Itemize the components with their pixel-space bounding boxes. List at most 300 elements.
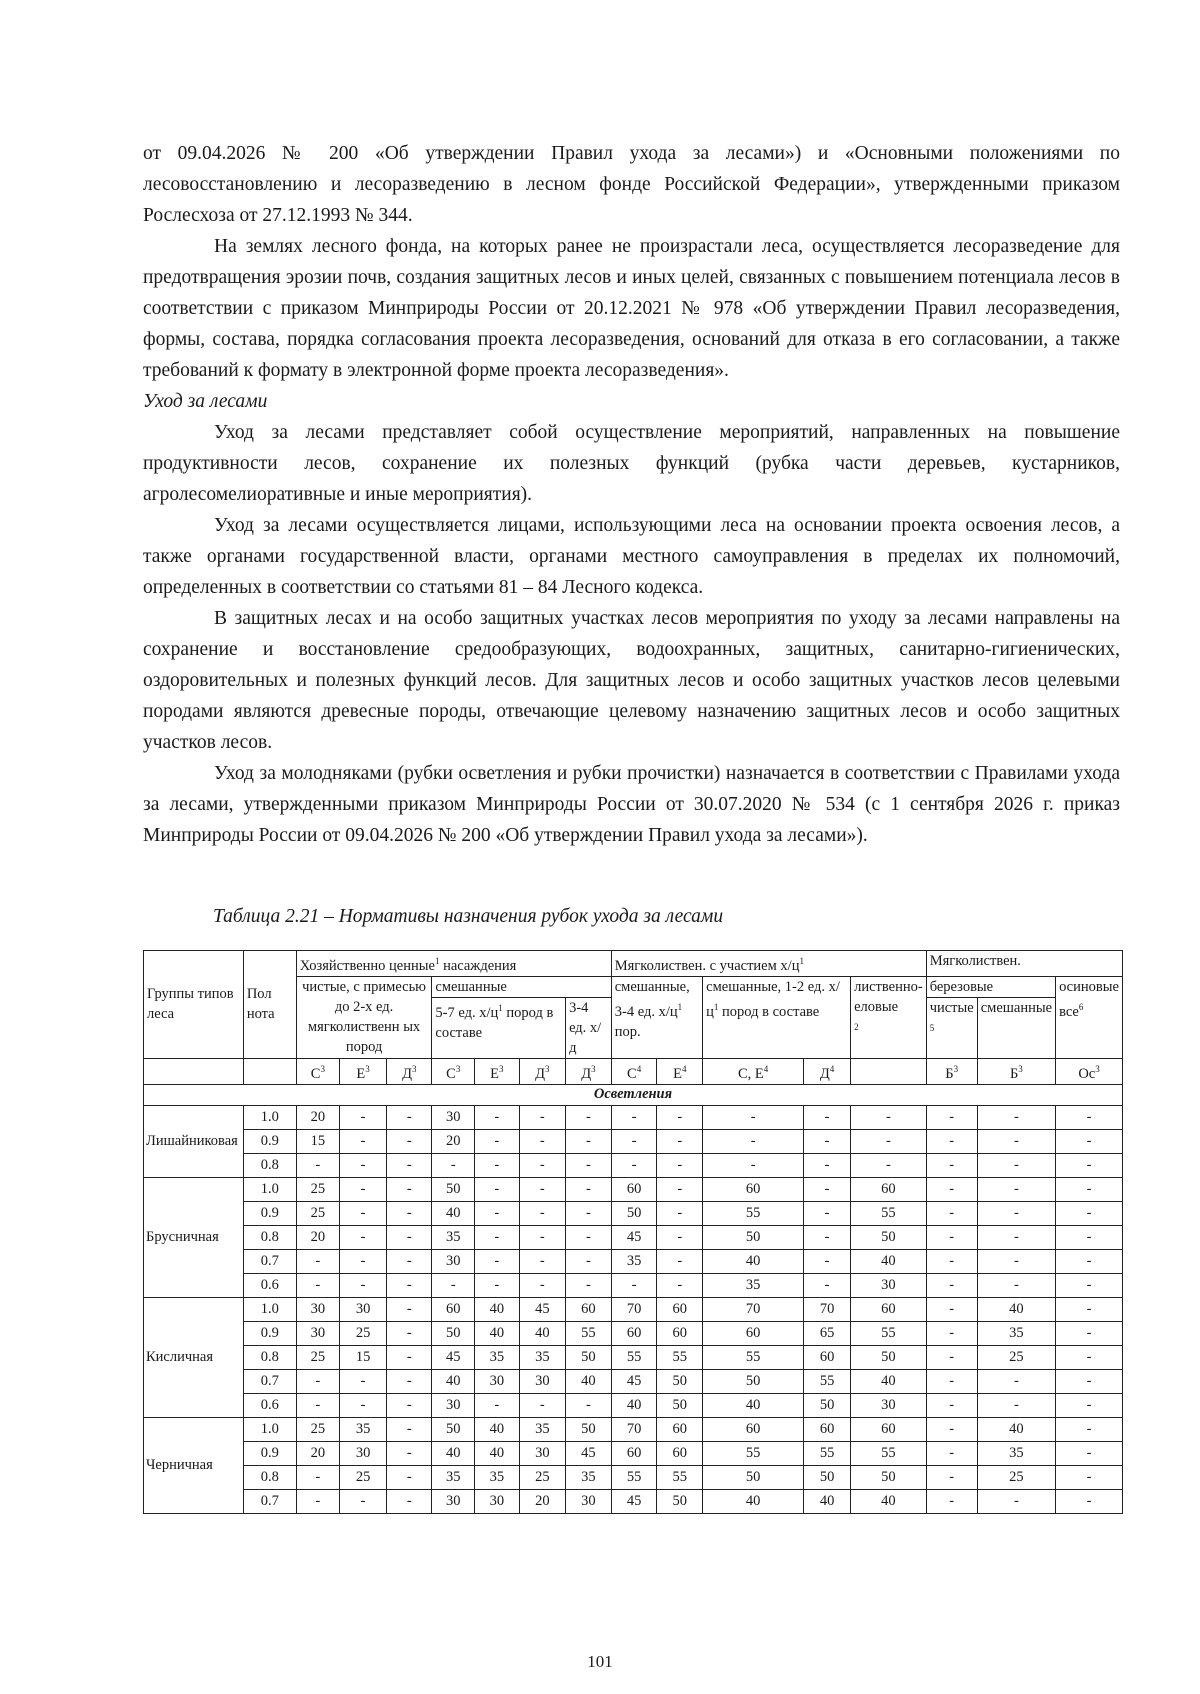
value-cell: - <box>566 1225 612 1249</box>
value-cell: - <box>566 1393 612 1417</box>
value-cell: 50 <box>804 1465 851 1489</box>
value-cell: 60 <box>657 1417 703 1441</box>
density-cell: 0.9 <box>243 1441 296 1465</box>
value-cell: 60 <box>804 1345 851 1369</box>
value-cell: - <box>387 1273 432 1297</box>
value-cell: 55 <box>657 1465 703 1489</box>
value-cell: - <box>926 1345 977 1369</box>
value-cell: - <box>387 1393 432 1417</box>
value-cell: - <box>804 1153 851 1177</box>
value-cell: 40 <box>804 1489 851 1513</box>
value-cell: 25 <box>340 1465 387 1489</box>
value-cell: - <box>977 1393 1055 1417</box>
value-cell: 40 <box>851 1369 927 1393</box>
species-code: $С^4$ <box>611 1058 657 1084</box>
table-row <box>144 1129 1123 1153</box>
value-cell: 50 <box>566 1345 612 1369</box>
table-row <box>144 1177 1123 1201</box>
value-cell: - <box>340 1393 387 1417</box>
value-cell: - <box>340 1369 387 1393</box>
paragraph-1: от 09.04.2026 № 200 «Об утверждении Правил ухода за лесами») и «Основными положениями по лесовосстановлению и лесоразведению в лесном фонде Российской Федерации», утвержденными приказом Рослесхоза от 27.12.1993 № 344. <box>143 143 1120 226</box>
value-cell: 35 <box>566 1465 612 1489</box>
value-cell: 35 <box>340 1417 387 1441</box>
value-cell: - <box>387 1297 432 1321</box>
value-cell: - <box>387 1321 432 1345</box>
value-cell: - <box>611 1153 657 1177</box>
value-cell: - <box>926 1225 977 1249</box>
value-cell: 70 <box>703 1297 804 1321</box>
density-cell: 0.6 <box>243 1273 296 1297</box>
value-cell: - <box>926 1393 977 1417</box>
value-cell: 30 <box>475 1489 520 1513</box>
soft-with-header: Мягколиствен. с участием $х/ц^1$ <box>611 951 926 977</box>
value-cell: 30 <box>519 1441 565 1465</box>
value-cell: - <box>703 1153 804 1177</box>
value-cell: 35 <box>475 1345 520 1369</box>
value-cell: - <box>340 1201 387 1225</box>
value-cell: - <box>475 1129 520 1153</box>
value-cell: - <box>977 1369 1055 1393</box>
value-cell: - <box>926 1201 977 1225</box>
value-cell: - <box>519 1177 565 1201</box>
value-cell: 55 <box>851 1321 927 1345</box>
value-cell: - <box>340 1489 387 1513</box>
value-cell: 40 <box>432 1201 475 1225</box>
value-cell: 60 <box>611 1177 657 1201</box>
value-cell: - <box>977 1249 1055 1273</box>
value-cell: - <box>703 1129 804 1153</box>
value-cell: - <box>432 1273 475 1297</box>
value-cell: 60 <box>657 1441 703 1465</box>
value-cell: - <box>387 1441 432 1465</box>
value-cell: 50 <box>851 1465 927 1489</box>
value-cell: - <box>926 1417 977 1441</box>
species-code: $Д^3$ <box>387 1058 432 1084</box>
value-cell: - <box>566 1153 612 1177</box>
mixed-57-header: 5-7 ед. $х/ц^1$ пород в составе <box>432 997 566 1058</box>
value-cell: 20 <box>296 1225 339 1249</box>
value-cell: 40 <box>475 1441 520 1465</box>
value-cell: - <box>977 1153 1055 1177</box>
value-cell: 60 <box>611 1321 657 1345</box>
value-cell: - <box>475 1105 520 1129</box>
pure-header: чистые, с примесью до 2-х ед. мягколиственн ых пород <box>296 976 432 1058</box>
value-cell: 60 <box>657 1321 703 1345</box>
density-cell: 0.7 <box>243 1489 296 1513</box>
value-cell: 15 <box>296 1129 339 1153</box>
value-cell: 50 <box>657 1489 703 1513</box>
value-cell: 30 <box>296 1321 339 1345</box>
value-cell: - <box>519 1105 565 1129</box>
value-cell: 30 <box>851 1273 927 1297</box>
paragraph-2: На землях лесного фонда, на которых ранее не произрастали леса, осуществляется лесоразведение для предотвращения эрозии почв, создания защитных лесов и иных целей, связанных с повышением потенциала лесов в соответствии с приказом Минприроды России от 20.12.2021 № 978 «Об утверждении Правил лесоразведения, формы, состава, порядка согласования проекта лесоразведения, оснований для отказа в его согласовании, а также требований к формату в электронной форме проекта лесоразведения». <box>143 236 1120 381</box>
value-cell: - <box>296 1369 339 1393</box>
paragraph-6: Уход за молодняками (рубки осветления и рубки прочистки) назначается в соответствии с Правилами ухода за лесами, утвержденными приказом Минприроды России от 30.07.2020 № 534 (с 1 сентября 2026 г. приказ Минприроды России от 09.04.2026 № 200 «Об утверждении Правил ухода за лесами»). <box>143 763 1120 846</box>
value-cell: - <box>1056 1465 1123 1489</box>
species-code: $Е^4$ <box>657 1058 703 1084</box>
value-cell: 40 <box>475 1297 520 1321</box>
value-cell: 60 <box>703 1321 804 1345</box>
value-cell: - <box>657 1225 703 1249</box>
value-cell: 25 <box>296 1345 339 1369</box>
density-cell: 0.8 <box>243 1465 296 1489</box>
value-cell: 50 <box>657 1393 703 1417</box>
species-code: $С^3$ <box>296 1058 339 1084</box>
density-header: Пол нота <box>243 951 296 1059</box>
value-cell: 30 <box>432 1393 475 1417</box>
value-cell: 50 <box>851 1225 927 1249</box>
value-cell: - <box>1056 1153 1123 1177</box>
value-cell: - <box>926 1489 977 1513</box>
value-cell: - <box>977 1273 1055 1297</box>
value-cell: 70 <box>804 1297 851 1321</box>
value-cell: 35 <box>611 1249 657 1273</box>
value-cell: 40 <box>432 1441 475 1465</box>
birch-header: березовые <box>926 976 1055 997</box>
value-cell: 30 <box>432 1249 475 1273</box>
value-cell: - <box>657 1153 703 1177</box>
table-row <box>144 1105 1123 1129</box>
value-cell: - <box>657 1105 703 1129</box>
value-cell: 45 <box>611 1369 657 1393</box>
density-cell: 0.9 <box>243 1321 296 1345</box>
value-cell: - <box>519 1201 565 1225</box>
species-code: С, $Е^4$ <box>703 1058 804 1084</box>
value-cell: - <box>387 1105 432 1129</box>
value-cell: 30 <box>851 1393 927 1417</box>
value-cell: 20 <box>432 1129 475 1153</box>
mixed-header: смешанные <box>432 976 611 997</box>
value-cell: 70 <box>611 1297 657 1321</box>
value-cell: - <box>977 1105 1055 1129</box>
value-cell: 60 <box>703 1417 804 1441</box>
value-cell: - <box>387 1417 432 1441</box>
value-cell: 30 <box>340 1297 387 1321</box>
value-cell: 40 <box>432 1369 475 1393</box>
value-cell: - <box>1056 1417 1123 1441</box>
value-cell: - <box>475 1249 520 1273</box>
value-cell: - <box>340 1225 387 1249</box>
value-cell: - <box>804 1249 851 1273</box>
value-cell: - <box>475 1201 520 1225</box>
value-cell: - <box>926 1249 977 1273</box>
value-cell: 40 <box>703 1489 804 1513</box>
density-cell: 1.0 <box>243 1417 296 1441</box>
value-cell: 40 <box>475 1321 520 1345</box>
mixed-34-header: 3-4 ед. х/д <box>566 997 612 1058</box>
value-cell: - <box>475 1393 520 1417</box>
value-cell: - <box>475 1225 520 1249</box>
value-cell: 30 <box>340 1441 387 1465</box>
value-cell: - <box>519 1225 565 1249</box>
value-cell: - <box>926 1321 977 1345</box>
value-cell: - <box>340 1249 387 1273</box>
value-cell: - <box>296 1393 339 1417</box>
value-cell: - <box>804 1225 851 1249</box>
value-cell: 30 <box>475 1369 520 1393</box>
paragraph-5: В защитных лесах и на особо защитных участках лесов мероприятия по уходу за лесами направлены на сохранение и восстановление средообразующих, водоохранных, защитных, санитарно-гигиенических, оздоровительных и полезных функций лесов. Для защитных лесов и особо защитных участков лесов целевыми породами являются древесные породы, отвечающие целевому назначению защитных лесов и особо защитных участков лесов. <box>143 608 1120 753</box>
density-cell: 1.0 <box>243 1105 296 1129</box>
value-cell: 60 <box>432 1297 475 1321</box>
value-cell: 25 <box>519 1465 565 1489</box>
value-cell: 50 <box>851 1345 927 1369</box>
value-cell: - <box>1056 1201 1123 1225</box>
density-cell: 0.7 <box>243 1249 296 1273</box>
value-cell: 25 <box>296 1417 339 1441</box>
deciduous-header: лиственно- еловые $^2$ <box>851 976 927 1058</box>
body-text <box>143 138 1120 851</box>
value-cell: 60 <box>703 1177 804 1201</box>
density-cell: 1.0 <box>243 1297 296 1321</box>
value-cell: - <box>851 1105 927 1129</box>
value-cell: - <box>611 1105 657 1129</box>
species-code: $Б^3$ <box>926 1058 977 1084</box>
value-cell: 35 <box>703 1273 804 1297</box>
density-cell: 0.8 <box>243 1345 296 1369</box>
page-number: 101 <box>587 1652 613 1671</box>
value-cell: 25 <box>977 1465 1055 1489</box>
value-cell: 20 <box>296 1441 339 1465</box>
value-cell: - <box>1056 1345 1123 1369</box>
density-cell: 0.8 <box>243 1153 296 1177</box>
value-cell: 55 <box>657 1345 703 1369</box>
value-cell: 55 <box>851 1441 927 1465</box>
species-codes-row <box>144 1058 1123 1084</box>
table-row <box>144 1393 1123 1417</box>
value-cell: - <box>296 1273 339 1297</box>
value-cell: - <box>387 1465 432 1489</box>
value-cell: 45 <box>611 1489 657 1513</box>
value-cell: 40 <box>851 1489 927 1513</box>
forest-type-group: Черничная <box>144 1417 244 1513</box>
value-cell: 55 <box>804 1369 851 1393</box>
value-cell: - <box>340 1177 387 1201</box>
valuable-header: Хозяйственно ценные$^1$ насаждения <box>296 951 611 977</box>
groups-header: Группы типов леса <box>144 951 244 1059</box>
value-cell: 40 <box>475 1417 520 1441</box>
value-cell: - <box>1056 1441 1123 1465</box>
table-row <box>144 1153 1123 1177</box>
value-cell: - <box>566 1105 612 1129</box>
value-cell: - <box>1056 1393 1123 1417</box>
table-caption: Таблица 2.21 – Нормативы назначения рубок ухода за лесами <box>213 906 724 927</box>
value-cell: 50 <box>703 1225 804 1249</box>
value-cell: 20 <box>519 1489 565 1513</box>
table-row <box>144 1465 1123 1489</box>
value-cell: - <box>804 1177 851 1201</box>
value-cell: - <box>926 1465 977 1489</box>
value-cell: 55 <box>703 1201 804 1225</box>
species-code: $С^3$ <box>432 1058 475 1084</box>
value-cell: - <box>387 1369 432 1393</box>
value-cell: - <box>657 1201 703 1225</box>
value-cell: 35 <box>977 1441 1055 1465</box>
density-cell: 0.9 <box>243 1129 296 1153</box>
value-cell: - <box>566 1249 612 1273</box>
table-row <box>144 1273 1123 1297</box>
value-cell: 55 <box>611 1465 657 1489</box>
species-code: $Е^3$ <box>340 1058 387 1084</box>
value-cell: - <box>432 1153 475 1177</box>
value-cell: - <box>340 1273 387 1297</box>
value-cell: - <box>1056 1297 1123 1321</box>
value-cell: - <box>611 1129 657 1153</box>
value-cell: 20 <box>296 1105 339 1129</box>
value-cell: 40 <box>611 1393 657 1417</box>
value-cell: - <box>387 1129 432 1153</box>
value-cell: - <box>340 1129 387 1153</box>
table-row <box>144 1417 1123 1441</box>
species-code: $Д^3$ <box>519 1058 565 1084</box>
table-row <box>144 1297 1123 1321</box>
value-cell: 15 <box>340 1345 387 1369</box>
value-cell: - <box>387 1249 432 1273</box>
value-cell: - <box>926 1105 977 1129</box>
table-row <box>144 1225 1123 1249</box>
value-cell: - <box>519 1393 565 1417</box>
value-cell: - <box>926 1273 977 1297</box>
value-cell: - <box>296 1465 339 1489</box>
value-cell: - <box>519 1129 565 1153</box>
value-cell: - <box>657 1249 703 1273</box>
value-cell: 35 <box>519 1345 565 1369</box>
value-cell: 60 <box>851 1297 927 1321</box>
value-cell: - <box>387 1153 432 1177</box>
value-cell: 55 <box>851 1201 927 1225</box>
density-cell: 0.9 <box>243 1201 296 1225</box>
value-cell: 55 <box>703 1345 804 1369</box>
value-cell: - <box>1056 1249 1123 1273</box>
value-cell: - <box>1056 1225 1123 1249</box>
value-cell: 60 <box>804 1417 851 1441</box>
birch-mixed-header: смешанные <box>977 997 1055 1058</box>
species-code: $Б^3$ <box>977 1058 1055 1084</box>
value-cell: 70 <box>611 1417 657 1441</box>
value-cell: - <box>1056 1177 1123 1201</box>
value-cell: 35 <box>977 1321 1055 1345</box>
value-cell: - <box>926 1441 977 1465</box>
value-cell: 50 <box>432 1321 475 1345</box>
value-cell: - <box>296 1249 339 1273</box>
value-cell: - <box>1056 1273 1123 1297</box>
value-cell: - <box>926 1297 977 1321</box>
value-cell: - <box>566 1273 612 1297</box>
value-cell: 55 <box>804 1441 851 1465</box>
value-cell: 25 <box>977 1345 1055 1369</box>
table-row <box>144 1201 1123 1225</box>
norms-table <box>143 950 1123 1514</box>
value-cell: - <box>926 1369 977 1393</box>
value-cell: - <box>566 1129 612 1153</box>
value-cell: - <box>1056 1105 1123 1129</box>
value-cell: - <box>977 1177 1055 1201</box>
value-cell: - <box>977 1129 1055 1153</box>
value-cell: - <box>804 1129 851 1153</box>
value-cell: - <box>977 1201 1055 1225</box>
soft-header: Мягколиствен. <box>926 951 1122 977</box>
species-code: $Д^3$ <box>566 1058 612 1084</box>
value-cell: 35 <box>519 1417 565 1441</box>
value-cell: - <box>1056 1369 1123 1393</box>
value-cell: - <box>340 1105 387 1129</box>
value-cell: - <box>804 1201 851 1225</box>
value-cell: 65 <box>804 1321 851 1345</box>
value-cell: 40 <box>703 1393 804 1417</box>
forest-type-group: Брусничная <box>144 1177 244 1297</box>
value-cell: - <box>387 1225 432 1249</box>
section-title-row: Осветления <box>144 1084 1123 1105</box>
soft-mixed-12-header: смешанные, 1-2 ед. $х/ц^1$ пород в составе <box>703 976 851 1058</box>
table-row <box>144 1489 1123 1513</box>
value-cell: 25 <box>340 1321 387 1345</box>
paragraph-3: Уход за лесами представляет собой осуществление мероприятий, направленных на повышение продуктивности лесов, сохранение их полезных функций (рубка части деревьев, кустарников, агролесомелиоративные и иные мероприятия). <box>143 422 1120 505</box>
value-cell: - <box>804 1105 851 1129</box>
value-cell: 25 <box>296 1201 339 1225</box>
value-cell: 30 <box>566 1489 612 1513</box>
value-cell: 40 <box>519 1321 565 1345</box>
value-cell: - <box>611 1273 657 1297</box>
value-cell: - <box>1056 1321 1123 1345</box>
value-cell: - <box>926 1129 977 1153</box>
value-cell: 30 <box>519 1369 565 1393</box>
value-cell: - <box>657 1129 703 1153</box>
value-cell: 35 <box>475 1465 520 1489</box>
value-cell: - <box>926 1177 977 1201</box>
value-cell: 40 <box>977 1417 1055 1441</box>
value-cell: - <box>851 1129 927 1153</box>
value-cell: - <box>387 1345 432 1369</box>
value-cell: 55 <box>611 1345 657 1369</box>
value-cell: 40 <box>977 1297 1055 1321</box>
value-cell: 60 <box>566 1297 612 1321</box>
value-cell: 45 <box>611 1225 657 1249</box>
value-cell: - <box>475 1273 520 1297</box>
section-heading: Уход за лесами <box>143 391 268 412</box>
value-cell: 50 <box>566 1417 612 1441</box>
value-cell: - <box>296 1153 339 1177</box>
density-cell: 1.0 <box>243 1177 296 1201</box>
value-cell: - <box>804 1273 851 1297</box>
value-cell: 55 <box>566 1321 612 1345</box>
value-cell: - <box>475 1153 520 1177</box>
value-cell: 40 <box>703 1249 804 1273</box>
table-row <box>144 1369 1123 1393</box>
value-cell: 30 <box>432 1105 475 1129</box>
value-cell: - <box>1056 1129 1123 1153</box>
species-code: $Е^3$ <box>475 1058 520 1084</box>
value-cell: - <box>387 1177 432 1201</box>
value-cell: 30 <box>432 1489 475 1513</box>
value-cell: 35 <box>432 1465 475 1489</box>
value-cell: - <box>977 1225 1055 1249</box>
table-row <box>144 1345 1123 1369</box>
species-code: $Ос^3$ <box>1056 1058 1123 1084</box>
value-cell: - <box>657 1273 703 1297</box>
value-cell: - <box>977 1489 1055 1513</box>
value-cell: 50 <box>432 1177 475 1201</box>
soft-mixed-34-header: смешанные, 3-4 ед. $х/ц^1$ пор. <box>611 976 702 1058</box>
aspen-header: осиновые все$^6$ <box>1056 976 1123 1058</box>
value-cell: - <box>657 1177 703 1201</box>
value-cell: 50 <box>432 1417 475 1441</box>
value-cell: 45 <box>566 1441 612 1465</box>
value-cell: 55 <box>703 1441 804 1465</box>
value-cell: 25 <box>296 1177 339 1201</box>
value-cell: 60 <box>611 1441 657 1465</box>
value-cell: - <box>387 1201 432 1225</box>
paragraph-4: Уход за лесами осуществляется лицами, использующими леса на основании проекта освоения лесов, а также органами государственной власти, органами местного самоуправления в пределах их полномочий, определенных в соответствии со статьями 81 – 84 Лесного кодекса. <box>143 515 1120 598</box>
value-cell: - <box>566 1177 612 1201</box>
